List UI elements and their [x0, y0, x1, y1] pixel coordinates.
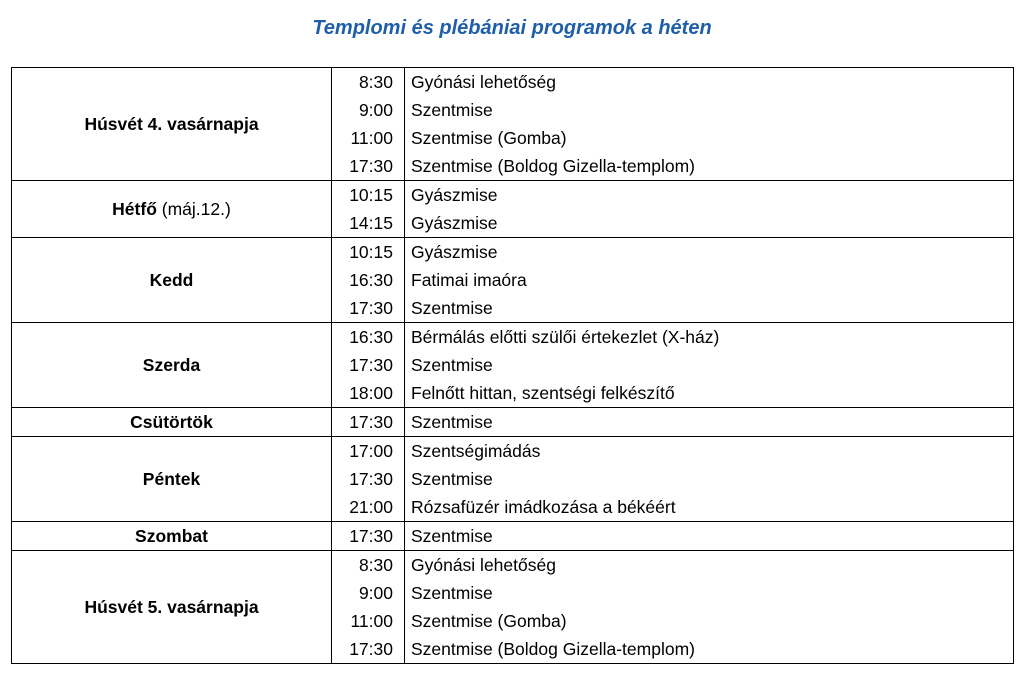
- day-cell: [12, 551, 332, 664]
- event-description: Szentmise (Boldog Gizella-templom): [405, 152, 1014, 181]
- event-time: 17:30: [332, 522, 405, 551]
- event-description: Felnőtt hittan, szentségi felkészítő: [405, 379, 1014, 408]
- event-time: 8:30: [332, 551, 405, 580]
- schedule-table: [11, 67, 1014, 664]
- event-time: 10:15: [332, 238, 405, 267]
- event-description: Gyónási lehetőség: [405, 551, 1014, 580]
- day-cell: [12, 323, 332, 408]
- event-description: Szentmise: [405, 96, 1014, 124]
- event-description: Szentmise: [405, 579, 1014, 607]
- page-title: Templomi és plébániai programok a héten: [312, 17, 712, 39]
- event-description: Szentmise (Gomba): [405, 607, 1014, 635]
- schedule-row: [12, 238, 1014, 267]
- event-description: Szentmise (Gomba): [405, 124, 1014, 152]
- event-time: 16:30: [332, 323, 405, 352]
- event-description: Szentségimádás: [405, 437, 1014, 466]
- day-name: Húsvét 5. vasárnapja: [84, 597, 259, 617]
- day-cell: [12, 522, 332, 551]
- event-time: 17:30: [332, 294, 405, 323]
- schedule-row: [12, 68, 1014, 97]
- schedule-row: [12, 522, 1014, 551]
- day-name: Szombat: [135, 526, 208, 546]
- day-name: Csütörtök: [130, 412, 213, 432]
- event-time: 17:30: [332, 351, 405, 379]
- event-time: 9:00: [332, 579, 405, 607]
- event-description: Szentmise: [405, 465, 1014, 493]
- event-time: 17:30: [332, 635, 405, 664]
- event-time: 17:30: [332, 152, 405, 181]
- day-cell: [12, 408, 332, 437]
- event-time: 8:30: [332, 68, 405, 97]
- day-name: Húsvét 4. vasárnapja: [84, 114, 259, 134]
- event-description: Bérmálás előtti szülői értekezlet (X-ház): [405, 323, 1014, 352]
- event-description: Szentmise: [405, 351, 1014, 379]
- event-time: 17:30: [332, 408, 405, 437]
- event-time: 11:00: [332, 124, 405, 152]
- schedule-row: [12, 323, 1014, 352]
- event-description: Gyászmise: [405, 181, 1014, 210]
- schedule-row: [12, 181, 1014, 210]
- event-description: Szentmise: [405, 408, 1014, 437]
- event-description: Szentmise: [405, 522, 1014, 551]
- event-time: 9:00: [332, 96, 405, 124]
- event-description: Gyászmise: [405, 209, 1014, 238]
- day-cell: [12, 437, 332, 522]
- event-time: 17:30: [332, 465, 405, 493]
- event-description: Gyónási lehetőség: [405, 68, 1014, 97]
- day-name: Péntek: [142, 469, 201, 489]
- schedule-row: [12, 437, 1014, 466]
- day-cell: [12, 181, 332, 238]
- event-description: Gyászmise: [405, 238, 1014, 267]
- day-cell: [12, 68, 332, 181]
- day-name: Szerda: [142, 355, 201, 375]
- event-description: Szentmise: [405, 294, 1014, 323]
- event-time: 14:15: [332, 209, 405, 238]
- schedule-row: [12, 408, 1014, 437]
- day-note: (máj.12.): [161, 199, 231, 219]
- event-time: 11:00: [332, 607, 405, 635]
- schedule-row: [12, 551, 1014, 580]
- schedule-body: [12, 68, 1014, 664]
- event-time: 17:00: [332, 437, 405, 466]
- event-description: Fatimai imaóra: [405, 266, 1014, 294]
- event-time: 18:00: [332, 379, 405, 408]
- event-time: 21:00: [332, 493, 405, 522]
- event-description: Rózsafüzér imádkozása a békéért: [405, 493, 1014, 522]
- day-cell: [12, 238, 332, 323]
- event-time: 10:15: [332, 181, 405, 210]
- day-name: Hétfő: [112, 199, 157, 219]
- event-description: Szentmise (Boldog Gizella-templom): [405, 635, 1014, 664]
- day-name: Kedd: [149, 270, 194, 290]
- event-time: 16:30: [332, 266, 405, 294]
